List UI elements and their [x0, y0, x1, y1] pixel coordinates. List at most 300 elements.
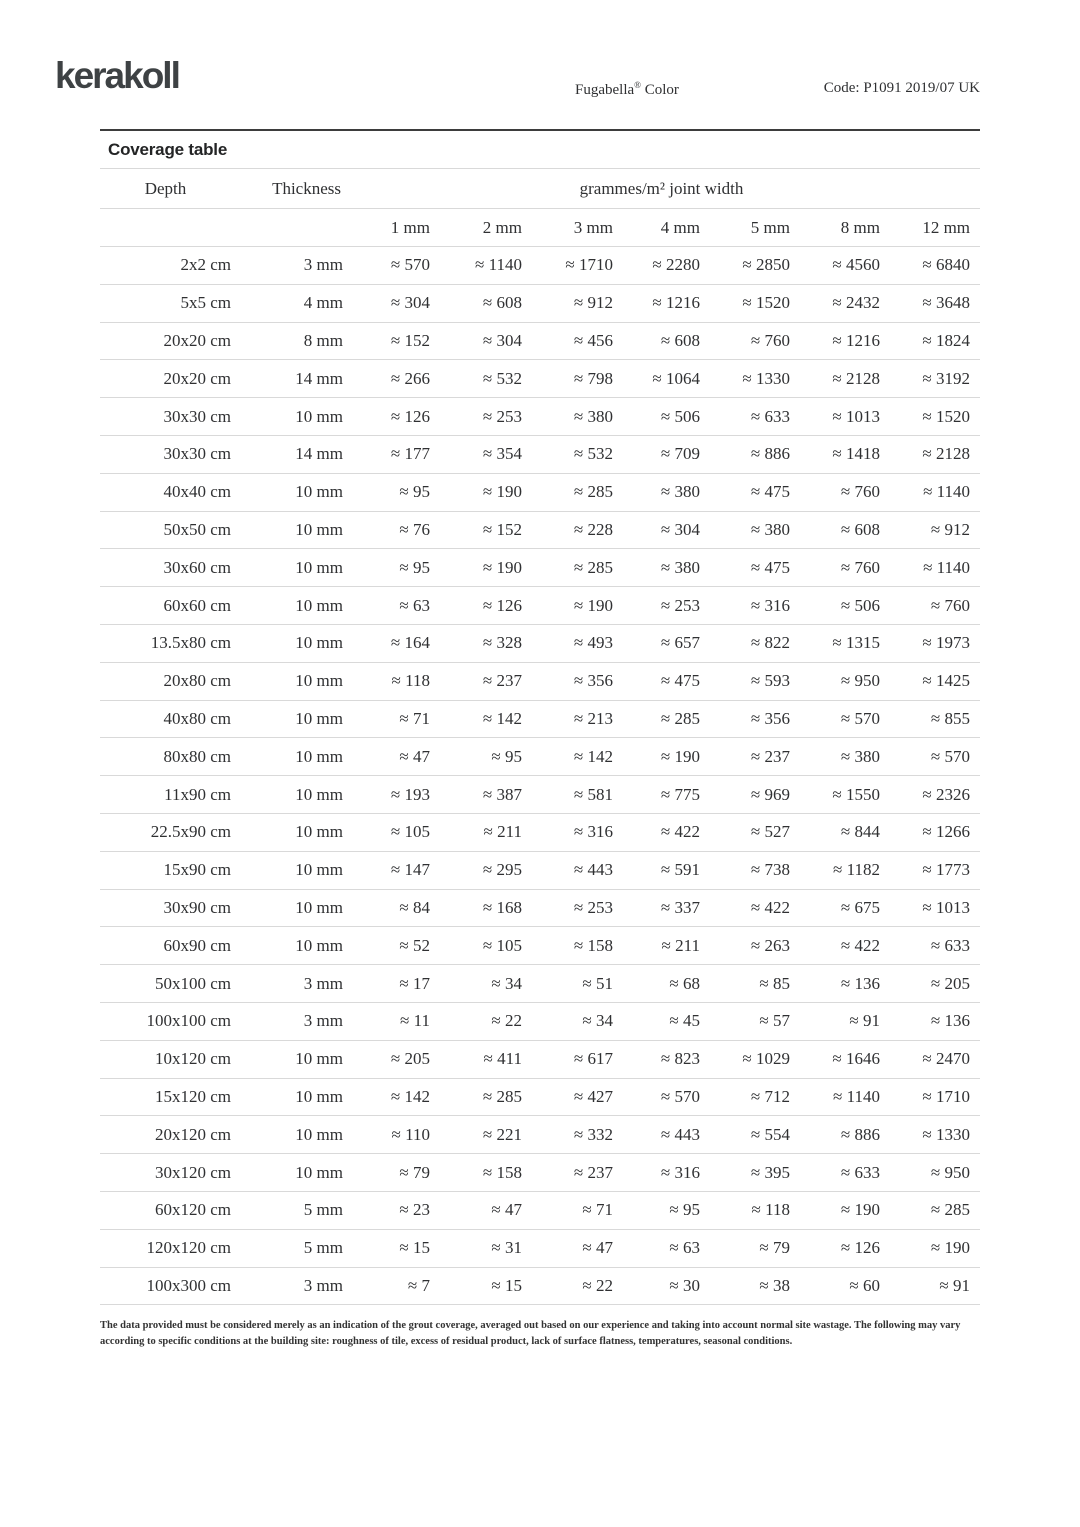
value-cell: ≈ 886: [840, 1124, 880, 1144]
value-cell: ≈ 63: [669, 1238, 700, 1258]
thickness-column-header: Thickness: [272, 178, 341, 198]
depth-cell: 30x90 cm: [163, 897, 231, 917]
depth-cell: 22.5x90 cm: [150, 822, 231, 842]
table-row: [100, 587, 980, 625]
value-cell: ≈ 11: [400, 1011, 430, 1031]
thickness-cell: 3 mm: [303, 1275, 343, 1295]
document-code: Code: P1091 2019/07 UK: [823, 80, 980, 96]
value-cell: ≈ 422: [660, 822, 700, 842]
value-cell: ≈ 1710: [922, 1086, 971, 1106]
value-cell: ≈ 91: [939, 1275, 971, 1295]
value-cell: ≈ 506: [660, 406, 700, 426]
value-cell: ≈ 1425: [922, 671, 971, 691]
value-cell: ≈ 380: [573, 406, 613, 426]
depth-cell: 30x30 cm: [163, 406, 231, 426]
value-cell: ≈ 228: [573, 519, 613, 539]
value-cell: ≈ 1013: [832, 406, 880, 426]
value-cell: ≈ 316: [660, 1162, 700, 1182]
registered-trademark-mark: ®: [634, 80, 641, 90]
table-row: [100, 1191, 980, 1229]
thickness-cell: 4 mm: [303, 293, 343, 313]
depth-cell: 20x20 cm: [163, 330, 231, 350]
value-cell: ≈ 633: [930, 935, 971, 955]
value-cell: ≈ 266: [390, 368, 430, 388]
value-cell: ≈ 263: [750, 935, 790, 955]
value-cell: ≈ 285: [930, 1200, 971, 1220]
table-row: [100, 247, 980, 285]
value-cell: ≈ 158: [573, 935, 613, 955]
value-cell: ≈ 532: [573, 444, 613, 464]
value-cell: ≈ 443: [573, 860, 613, 880]
thickness-cell: 10 mm: [295, 897, 343, 917]
value-cell: ≈ 608: [482, 293, 522, 313]
value-cell: ≈ 608: [840, 519, 880, 539]
value-cell: ≈ 253: [660, 595, 700, 615]
width-header: 4 mm: [660, 217, 700, 237]
value-cell: ≈ 1773: [922, 860, 971, 880]
value-cell: ≈ 395: [750, 1162, 790, 1182]
value-cell: ≈ 211: [483, 822, 522, 842]
width-header: 3 mm: [573, 217, 613, 237]
value-cell: ≈ 177: [390, 444, 430, 464]
depth-cell: 100x100 cm: [146, 1011, 231, 1031]
value-cell: ≈ 581: [573, 784, 613, 804]
thickness-cell: 10 mm: [295, 1049, 343, 1069]
value-cell: ≈ 237: [573, 1162, 613, 1182]
thickness-cell: 10 mm: [295, 935, 343, 955]
value-cell: ≈ 570: [840, 708, 880, 728]
width-header: 1 mm: [390, 217, 430, 237]
value-cell: ≈ 47: [582, 1238, 613, 1258]
value-cell: ≈ 63: [399, 595, 430, 615]
depth-cell: 50x50 cm: [163, 519, 231, 539]
value-cell: ≈ 316: [573, 822, 613, 842]
thickness-cell: 10 mm: [295, 822, 343, 842]
thickness-cell: 10 mm: [295, 633, 343, 653]
value-cell: ≈ 1182: [833, 860, 880, 880]
value-cell: ≈ 387: [482, 784, 522, 804]
depth-cell: 15x120 cm: [154, 1086, 231, 1106]
depth-cell: 15x90 cm: [163, 860, 231, 880]
value-cell: ≈ 1520: [922, 406, 971, 426]
depth-cell: 2x2 cm: [180, 255, 231, 275]
value-cell: ≈ 211: [661, 935, 700, 955]
value-cell: ≈ 118: [751, 1200, 790, 1220]
value-cell: ≈ 136: [930, 1011, 971, 1031]
value-cell: ≈ 822: [750, 633, 790, 653]
depth-cell: 60x120 cm: [154, 1200, 231, 1220]
value-cell: ≈ 886: [750, 444, 790, 464]
value-cell: ≈ 2128: [832, 368, 880, 388]
depth-cell: 80x80 cm: [163, 746, 231, 766]
empty-header-cell: [100, 209, 231, 247]
value-cell: ≈ 31: [491, 1238, 522, 1258]
value-cell: ≈ 760: [750, 330, 790, 350]
value-cell: ≈ 304: [482, 330, 522, 350]
value-cell: ≈ 193: [390, 784, 430, 804]
table-title: Coverage table: [108, 140, 228, 159]
value-cell: ≈ 190: [840, 1200, 880, 1220]
coverage-table: [100, 168, 980, 1305]
table-row: [100, 549, 980, 587]
value-cell: ≈ 633: [750, 406, 790, 426]
value-cell: ≈ 775: [660, 784, 700, 804]
value-cell: ≈ 304: [390, 293, 430, 313]
depth-cell: 60x60 cm: [163, 595, 231, 615]
value-cell: ≈ 475: [660, 671, 700, 691]
thickness-cell: 10 mm: [295, 1086, 343, 1106]
value-cell: ≈ 1140: [475, 255, 522, 275]
table-row: [100, 473, 980, 511]
value-cell: ≈ 190: [660, 746, 700, 766]
table-row: [100, 1116, 980, 1154]
table-row: [100, 398, 980, 436]
value-cell: ≈ 617: [573, 1049, 613, 1069]
thickness-cell: 5 mm: [303, 1238, 343, 1258]
value-cell: ≈ 912: [573, 293, 613, 313]
value-cell: ≈ 158: [482, 1162, 522, 1182]
depth-cell: 50x100 cm: [154, 973, 231, 993]
value-cell: ≈ 1646: [832, 1049, 880, 1069]
value-cell: ≈ 285: [660, 708, 700, 728]
value-cell: ≈ 147: [390, 860, 430, 880]
value-cell: ≈ 1330: [742, 368, 790, 388]
value-cell: ≈ 1315: [832, 633, 880, 653]
thickness-cell: 3 mm: [303, 1011, 343, 1031]
value-cell: ≈ 1216: [652, 293, 700, 313]
kerakoll-logo: kerakoll: [55, 55, 179, 96]
value-cell: ≈ 142: [390, 1086, 430, 1106]
value-cell: ≈ 205: [930, 973, 971, 993]
thickness-cell: 10 mm: [295, 708, 343, 728]
value-cell: ≈ 23: [399, 1200, 430, 1220]
value-cell: ≈ 85: [759, 973, 790, 993]
depth-cell: 10x120 cm: [154, 1049, 231, 1069]
table-row: [100, 284, 980, 322]
table-row: [100, 1229, 980, 1267]
value-cell: ≈ 105: [482, 935, 522, 955]
value-cell: ≈ 91: [849, 1011, 880, 1031]
depth-cell: 30x120 cm: [154, 1162, 231, 1182]
thickness-cell: 10 mm: [295, 406, 343, 426]
value-cell: ≈ 969: [750, 784, 790, 804]
value-cell: ≈ 57: [759, 1011, 790, 1031]
value-cell: ≈ 2850: [742, 255, 790, 275]
product-name-suffix: Color: [641, 82, 679, 98]
value-cell: ≈ 45: [669, 1011, 700, 1031]
value-cell: ≈ 68: [669, 973, 700, 993]
joint-width-group-header: grammes/m² joint width: [579, 178, 744, 198]
value-cell: ≈ 738: [750, 860, 790, 880]
value-cell: ≈ 71: [399, 708, 430, 728]
value-cell: ≈ 47: [399, 746, 430, 766]
value-cell: ≈ 22: [582, 1275, 613, 1295]
depth-cell: 20x20 cm: [163, 368, 231, 388]
thickness-cell: 14 mm: [295, 368, 343, 388]
empty-header-cell: [231, 209, 343, 247]
value-cell: ≈ 506: [840, 595, 880, 615]
value-cell: ≈ 2470: [922, 1049, 971, 1069]
value-cell: ≈ 190: [573, 595, 613, 615]
thickness-cell: 14 mm: [295, 444, 343, 464]
value-cell: ≈ 712: [750, 1086, 790, 1106]
thickness-cell: 10 mm: [295, 1124, 343, 1144]
value-cell: ≈ 422: [840, 935, 880, 955]
table-row: [100, 700, 980, 738]
value-cell: ≈ 2280: [652, 255, 700, 275]
thickness-cell: 3 mm: [303, 255, 343, 275]
value-cell: ≈ 15: [399, 1238, 430, 1258]
width-header: 2 mm: [482, 217, 522, 237]
width-header: 12 mm: [922, 217, 971, 237]
value-cell: ≈ 285: [573, 557, 613, 577]
value-cell: ≈ 570: [930, 746, 971, 766]
value-cell: ≈ 675: [840, 897, 880, 917]
value-cell: ≈ 354: [482, 444, 522, 464]
depth-cell: 120x120 cm: [146, 1238, 231, 1258]
value-cell: ≈ 356: [573, 671, 613, 691]
value-cell: ≈ 1013: [922, 897, 971, 917]
value-cell: ≈ 591: [660, 860, 700, 880]
value-cell: ≈ 152: [390, 330, 430, 350]
value-cell: ≈ 84: [399, 897, 430, 917]
value-cell: ≈ 3192: [922, 368, 971, 388]
value-cell: ≈ 411: [483, 1049, 522, 1069]
value-cell: ≈ 205: [390, 1049, 430, 1069]
table-row: [100, 360, 980, 398]
depth-cell: 30x60 cm: [163, 557, 231, 577]
value-cell: ≈ 1216: [832, 330, 880, 350]
value-cell: ≈ 709: [660, 444, 700, 464]
disclaimer-footnote: The data provided must be considered merely as an indication of the grout coverage, averaged out based on our experience and taking into account normal site wastage. The following may vary according to specific conditions at the building site: roughness of tile, excess of residual product, lack of surface flatness, temperatures, seasonal conditions.: [100, 1320, 961, 1347]
table-row: [100, 662, 980, 700]
table-row: [100, 624, 980, 662]
table-row: [100, 322, 980, 360]
value-cell: ≈ 950: [840, 671, 880, 691]
table-row: [100, 511, 980, 549]
value-cell: ≈ 760: [840, 482, 880, 502]
thickness-cell: 3 mm: [303, 973, 343, 993]
value-cell: ≈ 493: [573, 633, 613, 653]
value-cell: ≈ 190: [482, 482, 522, 502]
depth-column-header: Depth: [144, 178, 187, 198]
value-cell: ≈ 657: [660, 633, 700, 653]
value-cell: ≈ 1330: [922, 1124, 971, 1144]
table-row: [100, 813, 980, 851]
value-cell: ≈ 95: [399, 557, 430, 577]
value-cell: ≈ 1973: [922, 633, 971, 653]
value-cell: ≈ 1418: [832, 444, 880, 464]
thickness-cell: 10 mm: [295, 595, 343, 615]
table-row: [100, 1002, 980, 1040]
depth-cell: 100x300 cm: [146, 1275, 231, 1295]
value-cell: ≈ 221: [482, 1124, 522, 1144]
value-cell: ≈ 1064: [652, 368, 700, 388]
depth-cell: 40x40 cm: [163, 482, 231, 502]
value-cell: ≈ 328: [482, 633, 522, 653]
value-cell: ≈ 1520: [742, 293, 790, 313]
table-row: [100, 738, 980, 776]
value-cell: ≈ 105: [390, 822, 430, 842]
value-cell: ≈ 136: [840, 973, 880, 993]
value-cell: ≈ 443: [660, 1124, 700, 1144]
value-cell: ≈ 7: [407, 1275, 430, 1295]
value-cell: ≈ 798: [573, 368, 613, 388]
value-cell: ≈ 422: [750, 897, 790, 917]
thickness-cell: 10 mm: [295, 557, 343, 577]
table-row: [100, 1078, 980, 1116]
value-cell: ≈ 2326: [922, 784, 971, 804]
value-cell: ≈ 95: [669, 1200, 700, 1220]
value-cell: ≈ 30: [669, 1275, 700, 1295]
table-header-row: [100, 169, 980, 209]
depth-cell: 5x5 cm: [180, 293, 231, 313]
value-cell: ≈ 295: [482, 860, 522, 880]
value-cell: ≈ 332: [573, 1124, 613, 1144]
value-cell: ≈ 142: [482, 708, 522, 728]
coverage-table-body: [100, 247, 980, 1305]
value-cell: ≈ 823: [660, 1049, 700, 1069]
value-cell: ≈ 79: [759, 1238, 790, 1258]
table-row: [100, 1040, 980, 1078]
value-cell: ≈ 456: [573, 330, 613, 350]
value-cell: ≈ 253: [482, 406, 522, 426]
value-cell: ≈ 554: [750, 1124, 790, 1144]
value-cell: ≈ 15: [491, 1275, 522, 1295]
product-name: [575, 80, 679, 99]
value-cell: ≈ 1140: [923, 557, 971, 577]
value-cell: ≈ 79: [399, 1162, 430, 1182]
joint-width-subheader-row: [100, 209, 980, 247]
value-cell: ≈ 17: [399, 973, 430, 993]
value-cell: ≈ 253: [573, 897, 613, 917]
value-cell: ≈ 4560: [832, 255, 880, 275]
value-cell: ≈ 760: [930, 595, 971, 615]
value-cell: ≈ 237: [482, 671, 522, 691]
table-row: [100, 1267, 980, 1305]
product-name-text: Fugabella: [575, 82, 635, 98]
value-cell: ≈ 51: [582, 973, 613, 993]
value-cell: ≈ 1710: [565, 255, 613, 275]
value-cell: ≈ 855: [930, 708, 971, 728]
value-cell: ≈ 118: [391, 671, 430, 691]
value-cell: ≈ 22: [491, 1011, 522, 1031]
value-cell: ≈ 34: [491, 973, 522, 993]
table-row: [100, 965, 980, 1003]
value-cell: ≈ 380: [660, 482, 700, 502]
value-cell: ≈ 1266: [922, 822, 971, 842]
value-cell: ≈ 380: [840, 746, 880, 766]
value-cell: ≈ 356: [750, 708, 790, 728]
value-cell: ≈ 95: [491, 746, 522, 766]
depth-cell: 30x30 cm: [163, 444, 231, 464]
value-cell: ≈ 532: [482, 368, 522, 388]
value-cell: ≈ 593: [750, 671, 790, 691]
value-cell: ≈ 3648: [922, 293, 971, 313]
value-cell: ≈ 168: [482, 897, 522, 917]
value-cell: ≈ 76: [399, 519, 430, 539]
value-cell: ≈ 95: [399, 482, 430, 502]
value-cell: ≈ 608: [660, 330, 700, 350]
value-cell: ≈ 475: [750, 482, 790, 502]
table-row: [100, 1154, 980, 1192]
thickness-cell: 10 mm: [295, 746, 343, 766]
value-cell: ≈ 285: [482, 1086, 522, 1106]
thickness-cell: 10 mm: [295, 1162, 343, 1182]
value-cell: ≈ 126: [840, 1238, 880, 1258]
value-cell: ≈ 570: [660, 1086, 700, 1106]
value-cell: ≈ 1550: [832, 784, 880, 804]
value-cell: ≈ 60: [849, 1275, 880, 1295]
value-cell: ≈ 126: [482, 595, 522, 615]
value-cell: ≈ 142: [573, 746, 613, 766]
value-cell: ≈ 38: [759, 1275, 790, 1295]
value-cell: ≈ 6840: [922, 255, 971, 275]
table-row: [100, 776, 980, 814]
value-cell: ≈ 316: [750, 595, 790, 615]
table-row: [100, 851, 980, 889]
value-cell: ≈ 190: [930, 1238, 971, 1258]
value-cell: ≈ 1029: [742, 1049, 790, 1069]
depth-cell: 13.5x80 cm: [150, 633, 231, 653]
value-cell: ≈ 164: [390, 633, 430, 653]
value-cell: ≈ 152: [482, 519, 522, 539]
value-cell: ≈ 950: [930, 1162, 971, 1182]
value-cell: ≈ 2432: [832, 293, 880, 313]
width-header: 5 mm: [750, 217, 790, 237]
value-cell: ≈ 912: [930, 519, 971, 539]
value-cell: ≈ 126: [390, 406, 430, 426]
value-cell: ≈ 213: [573, 708, 613, 728]
value-cell: ≈ 110: [391, 1124, 430, 1144]
value-cell: ≈ 844: [840, 822, 880, 842]
value-cell: ≈ 380: [660, 557, 700, 577]
value-cell: ≈ 633: [840, 1162, 880, 1182]
thickness-cell: 10 mm: [295, 519, 343, 539]
value-cell: ≈ 1140: [833, 1086, 880, 1106]
depth-cell: 11x90 cm: [164, 784, 231, 804]
thickness-cell: 10 mm: [295, 482, 343, 502]
depth-cell: 20x80 cm: [163, 671, 231, 691]
value-cell: ≈ 47: [491, 1200, 522, 1220]
value-cell: ≈ 71: [582, 1200, 613, 1220]
thickness-cell: 10 mm: [295, 860, 343, 880]
value-cell: ≈ 427: [573, 1086, 613, 1106]
table-row: [100, 927, 980, 965]
width-header: 8 mm: [840, 217, 880, 237]
value-cell: ≈ 1140: [923, 482, 971, 502]
value-cell: ≈ 380: [750, 519, 790, 539]
value-cell: ≈ 304: [660, 519, 700, 539]
table-row: [100, 435, 980, 473]
value-cell: ≈ 190: [482, 557, 522, 577]
thickness-cell: 10 mm: [295, 784, 343, 804]
value-cell: ≈ 2128: [922, 444, 971, 464]
value-cell: ≈ 475: [750, 557, 790, 577]
depth-cell: 60x90 cm: [163, 935, 231, 955]
thickness-cell: 8 mm: [303, 330, 343, 350]
depth-cell: 40x80 cm: [163, 708, 231, 728]
thickness-cell: 5 mm: [303, 1200, 343, 1220]
value-cell: ≈ 527: [750, 822, 790, 842]
header-divider-rule: [100, 129, 980, 131]
value-cell: ≈ 1824: [922, 330, 971, 350]
value-cell: ≈ 34: [582, 1011, 613, 1031]
value-cell: ≈ 760: [840, 557, 880, 577]
value-cell: ≈ 570: [390, 255, 430, 275]
table-row: [100, 889, 980, 927]
value-cell: ≈ 237: [750, 746, 790, 766]
